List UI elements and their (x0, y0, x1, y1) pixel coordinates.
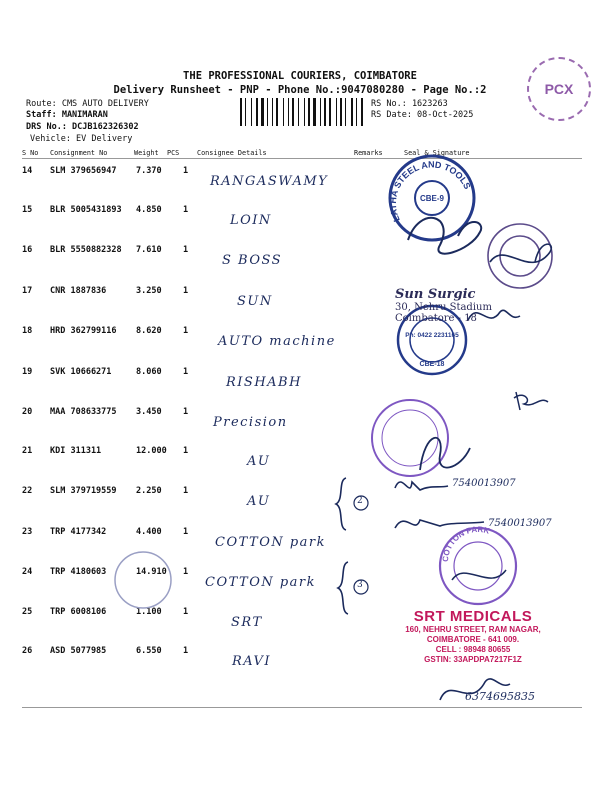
barcode-bar (269, 98, 271, 126)
row-consignee-handwritten: RISHABH (226, 375, 302, 390)
row-consignment-no: TRP 4180603 (50, 567, 107, 577)
barcode-bar (343, 98, 344, 126)
col-seal-signature: Seal & Signature (404, 149, 470, 157)
barcode-bar (347, 98, 350, 126)
barcode-bar (338, 98, 339, 126)
row-consignment-no: MAA 708633775 (50, 407, 117, 417)
row-pcs: 1 (183, 446, 189, 456)
rs-date: RS Date: 08-Oct-2025 (371, 110, 474, 120)
row-pcs: 1 (183, 567, 189, 577)
latha-stamp-center: CBE-9 (419, 194, 445, 203)
row-consignee-handwritten: AUTO machine (218, 334, 336, 349)
srt-stamp-line-3: CELL : 98948 80655 (435, 645, 511, 654)
row-sno: 20 (22, 407, 33, 417)
row-weight: 14.910 (136, 567, 167, 577)
srt-stamp-name: SRT MEDICALS (413, 608, 533, 625)
row-weight: 6.550 (136, 646, 162, 656)
row-consignee-handwritten: Precision (213, 415, 288, 430)
handwritten-phone-1: 7540013907 (452, 478, 516, 489)
row-sno: 26 (22, 646, 33, 656)
barcode-bar (290, 98, 291, 126)
barcode-bar (251, 98, 252, 126)
row-pcs: 1 (183, 326, 189, 336)
row-consignee-handwritten: RANGASWAMY (210, 174, 329, 189)
barcode-bar (345, 98, 346, 126)
company-title: THE PROFESSIONAL COURIERS, COIMBATORE (183, 70, 417, 82)
runsheet-subtitle: Delivery Runsheet - PNP - Phone No.:9047080280 - Page No.:2 (113, 84, 487, 96)
barcode-bar (313, 98, 316, 126)
barcode-bar (267, 98, 268, 126)
row-sno: 14 (22, 166, 33, 176)
row-consignment-no: TRP 4177342 (50, 527, 107, 537)
srt-stamp-line-1: 160, NEHRU STREET, RAM NAGAR, (405, 625, 541, 634)
sun-stamp-name: Sun Surgic (395, 287, 476, 302)
row-weight: 3.450 (136, 407, 162, 417)
barcode-bar (322, 98, 323, 126)
row-sno: 21 (22, 446, 33, 456)
header-divider (22, 158, 582, 159)
handwritten-phone-3: 6374695835 (465, 690, 535, 703)
row-consignee-handwritten: SUN (237, 294, 273, 309)
row-weight: 2.250 (136, 486, 162, 496)
barcode-bar (279, 98, 282, 126)
barcode-bar (327, 98, 328, 126)
row-sno: 19 (22, 367, 33, 377)
barcode-bar (364, 98, 365, 126)
row-consignee-handwritten: RAVI (232, 654, 272, 669)
row-consignee-handwritten: COTTON park (205, 575, 317, 590)
barcode (240, 98, 366, 126)
rs-number: RS No.: 1623263 (371, 99, 448, 109)
srt-stamp-line-4: GSTIN: 33APDPA7217F1Z (424, 655, 522, 664)
barcode-bar (276, 98, 278, 126)
row-consignment-no: SLM 379656947 (50, 166, 117, 176)
barcode-bar (298, 98, 299, 126)
row-sno: 24 (22, 567, 33, 577)
row-consignee-handwritten: COTTON park (215, 535, 327, 550)
barcode-bar (320, 98, 321, 126)
barcode-bar (351, 98, 353, 126)
row-sno: 15 (22, 205, 33, 215)
pcx-stamp-text: PCX (544, 81, 574, 97)
sun-surgicals-stamp (395, 287, 492, 324)
row-weight: 8.060 (136, 367, 162, 377)
barcode-bar (245, 98, 246, 126)
barcode-bar (324, 98, 326, 126)
barcode-bar (265, 98, 266, 126)
barcode-bar (317, 98, 319, 126)
barcode-bar (261, 98, 264, 126)
table-bottom-border (22, 707, 582, 708)
row-pcs: 1 (183, 527, 189, 537)
row-pcs: 1 (183, 607, 189, 617)
row-weight: 4.400 (136, 527, 162, 537)
barcode-bar (300, 98, 303, 126)
row-weight: 1.100 (136, 607, 162, 617)
col-pcs: PCS (167, 149, 180, 157)
cotton-stamp-text: COTTON PARK (440, 524, 491, 563)
col-weight: Weight (134, 149, 159, 157)
row-consignee-handwritten: AU (247, 494, 271, 509)
row-consignment-no: SLM 379719559 (50, 486, 117, 496)
drs-label: DRS No.: DCJB162326302 (26, 122, 139, 132)
barcode-bar (295, 98, 297, 126)
staff-label: Staff: MANIMARAN (26, 110, 108, 120)
barcode-bar (304, 98, 305, 126)
row-pcs: 1 (183, 205, 189, 215)
row-consignment-no: SVK 10666271 (50, 367, 112, 377)
brace-2-label: 2 (357, 496, 363, 506)
row-consignee-handwritten: S BOSS (222, 253, 283, 268)
sun-stamp-address-1: 30, Nehru Stadium (395, 302, 492, 313)
row-consignment-no: HRD 362799116 (50, 326, 117, 336)
col-sno: S No (22, 149, 39, 157)
table-row (0, 239, 600, 285)
row-consignee-handwritten: SRT (231, 615, 263, 630)
route-label: Route: CMS AUTO DELIVERY (26, 99, 149, 109)
barcode-bar (336, 98, 337, 126)
barcode-bar (243, 98, 244, 126)
barcode-bar (288, 98, 289, 126)
row-weight: 7.610 (136, 245, 162, 255)
barcode-bar (354, 98, 355, 126)
row-weight: 12.000 (136, 446, 167, 456)
barcode-bar (306, 98, 307, 126)
row-sno: 18 (22, 326, 33, 336)
vehicle-label: Vehicle: EV Delivery (30, 134, 133, 144)
barcode-bar (253, 98, 255, 126)
row-consignment-no: KDI 311311 (50, 446, 102, 456)
barcode-bar (256, 98, 258, 126)
row-pcs: 1 (183, 245, 189, 255)
barcode-bar (259, 98, 260, 126)
barcode-bar (240, 98, 242, 126)
barcode-bar (283, 98, 284, 126)
row-sno: 17 (22, 286, 33, 296)
row-consignment-no: BLR 5550882328 (50, 245, 122, 255)
barcode-bar (329, 98, 331, 126)
row-pcs: 1 (183, 166, 189, 176)
row-weight: 8.620 (136, 326, 162, 336)
table-row (0, 320, 600, 366)
row-sno: 23 (22, 527, 33, 537)
row-consignment-no: BLR 5005431893 (50, 205, 122, 215)
row-sno: 25 (22, 607, 33, 617)
barcode-bar (340, 98, 342, 126)
row-consignee-handwritten: AU (247, 454, 271, 469)
brace-3-label: 3 (357, 580, 363, 590)
barcode-bar (292, 98, 294, 126)
row-pcs: 1 (183, 646, 189, 656)
row-pcs: 1 (183, 486, 189, 496)
row-consignee-handwritten: LOIN (230, 213, 272, 228)
row-weight: 3.250 (136, 286, 162, 296)
barcode-bar (358, 98, 360, 126)
srt-medicals-stamp (378, 608, 568, 665)
row-weight: 7.370 (136, 166, 162, 176)
row-weight: 4.850 (136, 205, 162, 215)
barcode-bar (308, 98, 310, 126)
row-consignment-no: CNR 1887836 (50, 286, 107, 296)
barcode-bar (247, 98, 250, 126)
barcode-bar (285, 98, 287, 126)
row-consignment-no: ASD 5077985 (50, 646, 107, 656)
barcode-bar (361, 98, 363, 126)
barcode-bar (356, 98, 357, 126)
handwritten-phone-2: 7540013907 (488, 518, 552, 529)
latha-stamp-text: LATHA STEEL AND TOOLS (387, 159, 473, 224)
row-sno: 16 (22, 245, 33, 255)
rs-info (371, 99, 473, 121)
sun-stamp-address-2: Coimbatore - 18 (395, 313, 477, 324)
col-remarks: Remarks (354, 149, 383, 157)
row-pcs: 1 (183, 286, 189, 296)
barcode-bar (311, 98, 312, 126)
barcode-bar (272, 98, 273, 126)
col-consignee: Consignee Details (197, 149, 267, 157)
row-pcs: 1 (183, 407, 189, 417)
row-pcs: 1 (183, 367, 189, 377)
barcode-bar (274, 98, 275, 126)
row-sno: 22 (22, 486, 33, 496)
koyas-phone: Ph: 0422 2231165 (405, 332, 459, 339)
srt-stamp-line-2: COIMBATORE - 641 009. (426, 635, 520, 644)
barcode-bar (332, 98, 335, 126)
col-consignment: Consignment No (50, 149, 108, 157)
koyas-center: CBE-18 (419, 361, 445, 368)
row-consignment-no: TRP 6008106 (50, 607, 107, 617)
